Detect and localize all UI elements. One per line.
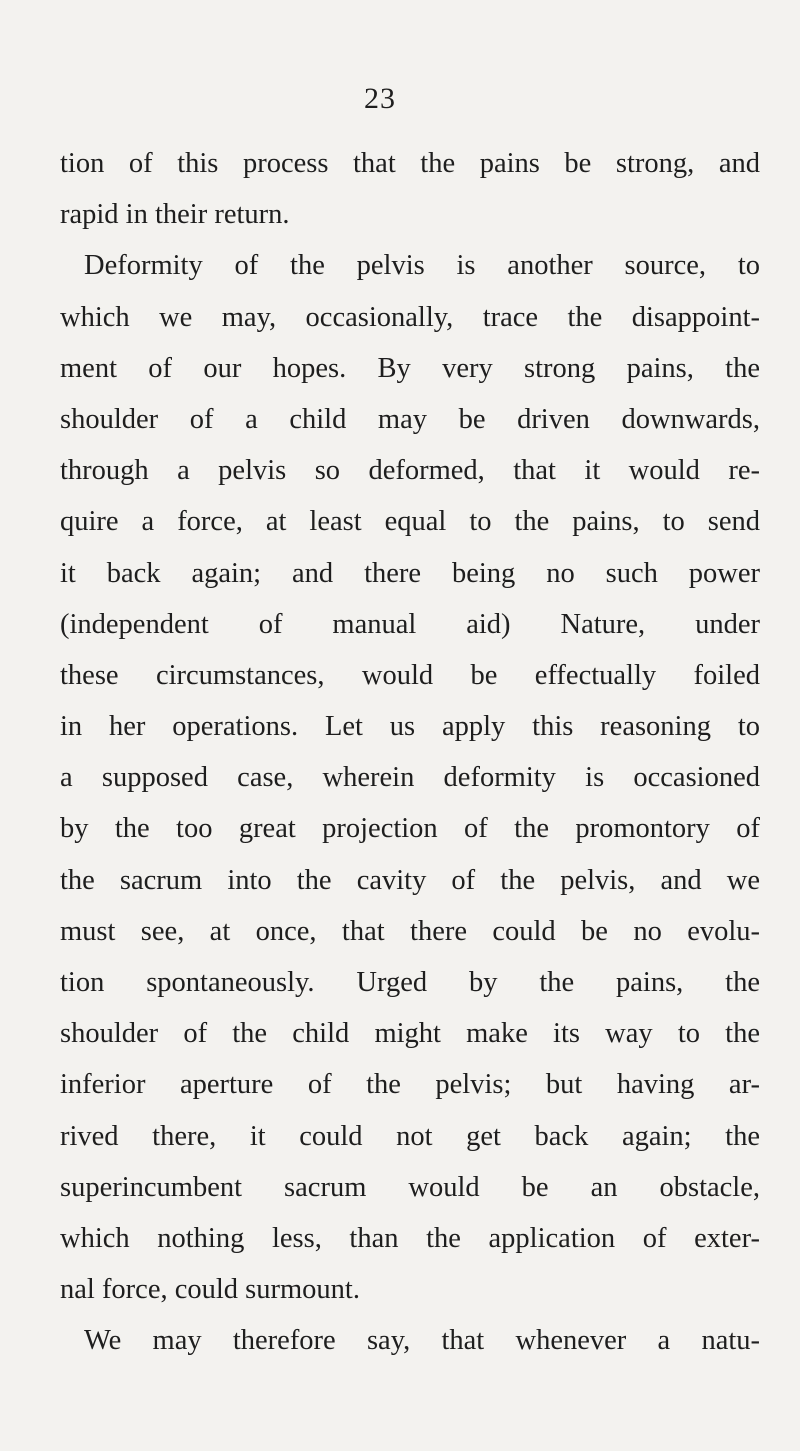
- text-line: superincumbent sacrum would be an obstacle,: [60, 1171, 760, 1203]
- text-line: nal force, could surmount.: [60, 1274, 360, 1306]
- text-line: tion of this process that the pains be strong, and: [60, 148, 760, 179]
- text-line: tion spontaneously. Urged by the pains, the: [60, 967, 760, 998]
- text-line: (independent of manual aid) Nature, under: [60, 608, 760, 640]
- text-line: through a pelvis so deformed, that it would re-: [60, 455, 760, 487]
- text-line: in her operations. Let us apply this reasoning to: [60, 711, 760, 743]
- text-line: which nothing less, than the application of exter-: [60, 1222, 760, 1254]
- text-line: shoulder of a child may be driven downwards,: [60, 403, 760, 435]
- text-line: quire a force, at least equal to the pains, to send: [60, 506, 760, 538]
- text-line: ment of our hopes. By very strong pains, the: [60, 352, 760, 384]
- text-line: it back again; and there being no such power: [60, 557, 760, 589]
- text-line: a supposed case, wherein deformity is occasioned: [60, 762, 760, 794]
- text-line: which we may, occasionally, trace the disappoint-: [60, 301, 760, 333]
- text-line: We may therefore say, that whenever a natu-: [84, 1325, 760, 1357]
- text-line: shoulder of the child might make its way to the: [60, 1018, 760, 1050]
- text-line: inferior aperture of the pelvis; but having ar-: [60, 1069, 760, 1101]
- text-line: these circumstances, would be effectually foiled: [60, 659, 760, 691]
- body-text: [60, 138, 760, 1367]
- text-line: rapid in their return.: [60, 199, 290, 231]
- text-line: the sacrum into the cavity of the pelvis, and we: [60, 864, 760, 896]
- text-line: must see, at once, that there could be no evolu-: [60, 915, 760, 947]
- text-line: Deformity of the pelvis is another source, to: [84, 250, 760, 282]
- text-line: rived there, it could not get back again; the: [60, 1120, 760, 1152]
- page-number: 23: [364, 82, 396, 115]
- text-line: by the too great projection of the promontory of: [60, 813, 760, 845]
